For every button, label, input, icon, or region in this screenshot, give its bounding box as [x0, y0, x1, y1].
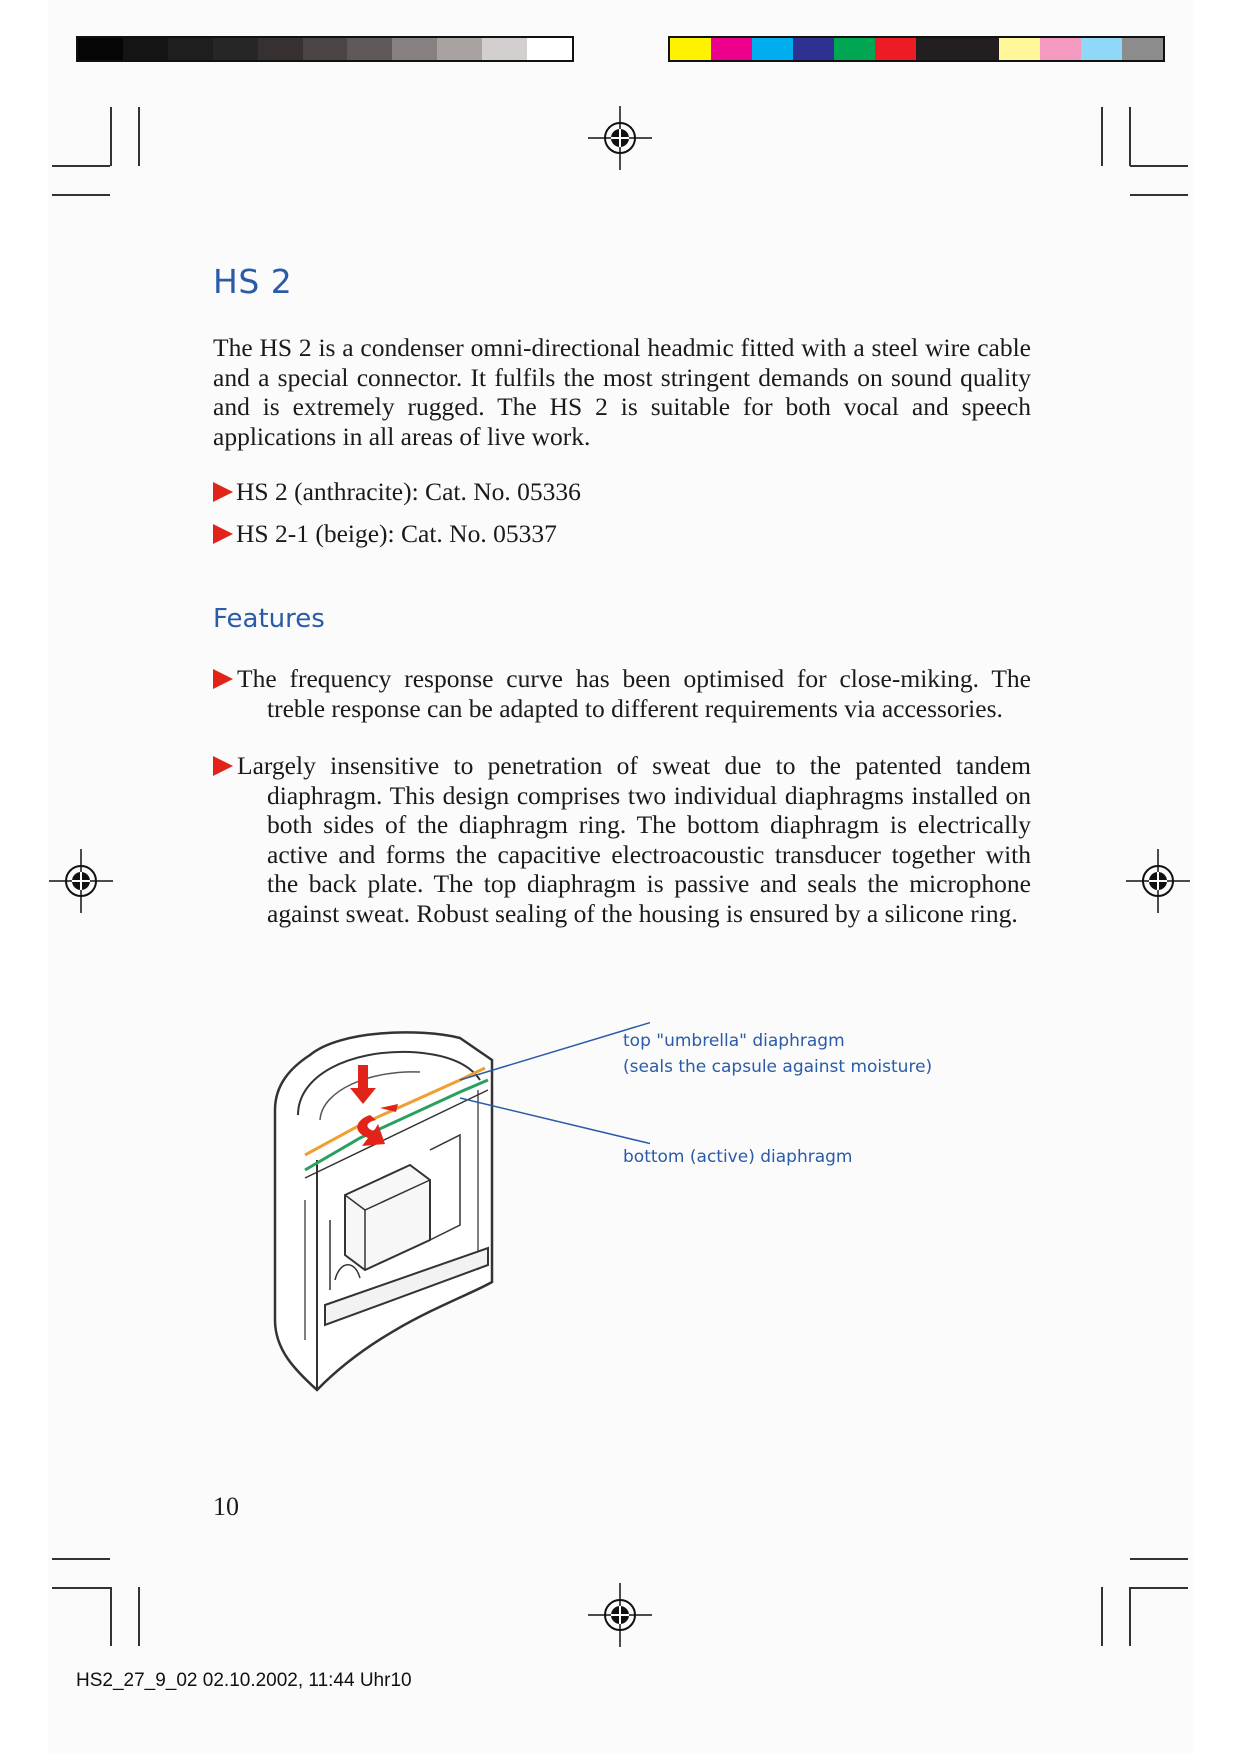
page-title: HS 2	[213, 262, 293, 301]
catalog-item: HS 2 (anthracite): Cat. No. 05336	[213, 477, 581, 506]
registration-mark-top-icon	[588, 106, 652, 170]
color-swatch	[752, 38, 793, 60]
color-swatch	[1040, 38, 1081, 60]
print-slug-footer: HS2_27_9_02 02.10.2002, 11:44 Uhr10	[76, 1670, 412, 1691]
color-swatch	[834, 38, 875, 60]
feature-item: The frequency response curve has been optimised for close-miking. The treble response can be adapted to different requirements via accessories.	[213, 664, 1031, 723]
color-swatch	[1081, 38, 1122, 60]
color-swatch	[347, 38, 392, 60]
color-swatch	[78, 38, 123, 60]
color-swatch	[711, 38, 752, 60]
callout-line-top	[460, 1022, 650, 1080]
color-swatch	[916, 38, 957, 60]
color-swatch	[1122, 38, 1163, 60]
features-heading: Features	[213, 604, 325, 634]
color-calibration-bar	[668, 36, 1165, 62]
color-swatch	[392, 38, 437, 60]
registration-mark-bottom-icon	[588, 1583, 652, 1647]
color-swatch	[482, 38, 527, 60]
color-swatch	[123, 38, 168, 60]
color-swatch	[999, 38, 1040, 60]
color-swatch	[670, 38, 711, 60]
red-arrow-bullet-icon	[213, 669, 233, 689]
color-swatch	[527, 38, 572, 60]
page-number: 10	[213, 1492, 239, 1521]
registration-mark-right-icon	[1126, 849, 1190, 913]
color-swatch	[437, 38, 482, 60]
color-swatch	[875, 38, 916, 60]
color-swatch	[793, 38, 834, 60]
feature-item: Largely insensitive to penetration of sweat due to the patented tandem diaphragm. This design comprises two individual diaphragms installed on both sides of the diaphragm ring. The bottom diaphragm is electrically active and forms the capacitive electroacoustic transducer together with the back plate. The top diaphragm is passive and seals the microphone against sweat. Robust sealing of the housing is ensured by a silicone ring.	[213, 751, 1031, 928]
color-swatch	[213, 38, 258, 60]
color-swatch	[168, 38, 213, 60]
grayscale-calibration-bar	[76, 36, 574, 62]
callout-bottom-active: bottom (active) diaphragm	[623, 1147, 853, 1167]
catalog-item: HS 2-1 (beige): Cat. No. 05337	[213, 519, 557, 548]
capsule-cutaway-diagram	[260, 1020, 650, 1400]
red-arrow-bullet-icon	[213, 482, 233, 502]
registration-mark-left-icon	[49, 849, 113, 913]
color-swatch	[258, 38, 303, 60]
red-arrow-bullet-icon	[213, 524, 233, 544]
callout-top-umbrella: top "umbrella" diaphragm (seals the capsule against moisture)	[623, 1031, 933, 1077]
color-swatch	[958, 38, 999, 60]
intro-paragraph: The HS 2 is a condenser omni-directional headmic fitted with a steel wire cable and a special connector. It fulfils the most stringent demands on sound quality and is extremely rugged. The HS 2 is suitable for both vocal and speech applications in all areas of live work.	[213, 333, 1031, 451]
red-arrow-bullet-icon	[213, 756, 233, 776]
color-swatch	[303, 38, 348, 60]
